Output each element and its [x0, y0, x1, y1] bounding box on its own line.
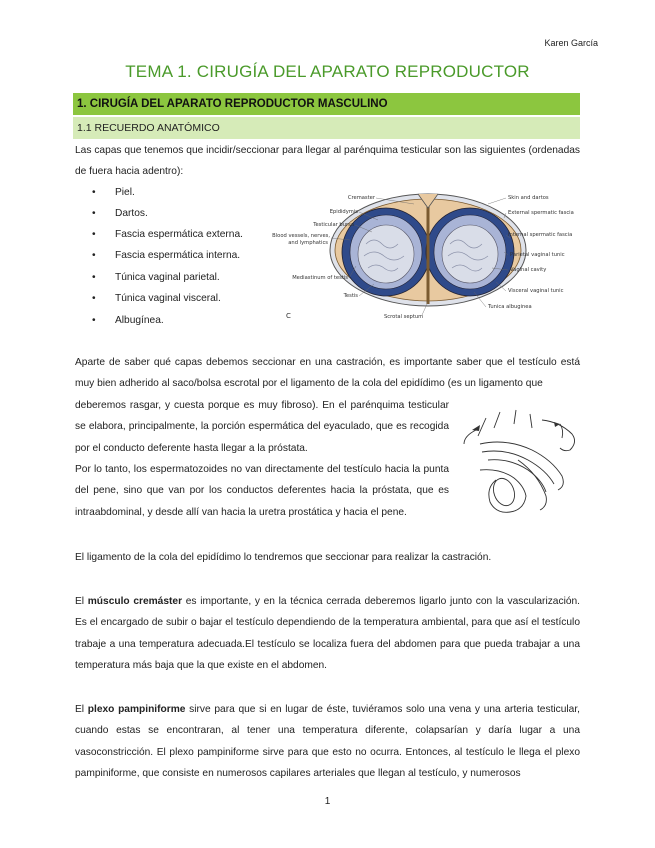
paragraph-cremaster: El músculo cremáster es importante, y en la técnica cerrada deberemos ligarlo junto con la vascularización. Es el encargado de subir o bajar el testículo dependiendo de la temperatura ambiental, para que así el testículo trabaje a una temperatura adecuada.El testículo se localiza fuera del abdomen para que pueda trabajar a una temperatura más baja que la que existe en el abdomen. — [75, 596, 580, 672]
figure-label: Testis — [343, 293, 358, 299]
figure-label: Cremaster — [347, 195, 375, 201]
intro-paragraph: Las capas que tenemos que incidir/seccionar para llegar al parénquima testicular son las siguientes (ordenadas de fuera hacia adentro): — [75, 145, 580, 178]
figure-label: Blood vessels, nerves, — [272, 233, 330, 239]
figure-label: Visceral vaginal tunic — [508, 288, 564, 294]
list-item: • Fascia espermática externa. — [92, 229, 243, 240]
figure-label: and lymphatics — [288, 240, 328, 246]
figure-label: Tunica albuginea — [488, 304, 532, 310]
paragraph-ligament: Aparte de saber qué capas debemos seccionar en una castración, es importante saber que el testículo está muy bien adherido al saco/bolsa escrotal por el ligamento de la cola del epidídimo (es un ligamento que — [75, 357, 580, 390]
list-item: • Túnica vaginal visceral. — [92, 293, 221, 304]
document-title: TEMA 1. CIRUGÍA DEL APARATO REPRODUCTOR — [125, 62, 530, 81]
paragraph-ligament-wrap: deberemos rasgar, y cuesta porque es muy fibroso). En el parénquima testicular se elabora, principalmente, la porción espermática del eyaculado, que es recogida por el conducto deferente hasta llegar a la próstata. — [75, 400, 449, 454]
figure-label: Mediastinum of testis — [292, 275, 348, 281]
figure-label: Scrotal septum — [384, 314, 424, 320]
list-item: • Piel. — [92, 187, 135, 198]
paragraph-pampiniform: El plexo pampiniforme sirve para que si en lugar de éste, tuviéramos solo una vena y una arteria testicular, cuando estas se encontraran, al tener una temperatura diferente, colapsarían y daría lugar a una vasoconstricción. El plexo pampiniforme sirve para que esto no ocurra. Entonces, al testículo le llega el plexo pampiniforme, que consiste en numerosos capilares arteriales que llegan al testículo, y numerosos — [75, 704, 581, 780]
list-item: • Albugínea. — [92, 315, 164, 326]
list-item: • Túnica vaginal parietal. — [92, 272, 220, 283]
figure-label: Vaginal cavity — [510, 267, 547, 273]
figure-label: Parietal vaginal tunic — [510, 252, 565, 258]
figure-panel-letter: C — [286, 312, 291, 320]
section-heading-1: 1. CIRUGÍA DEL APARATO REPRODUCTOR MASCULINO — [73, 93, 580, 115]
page-number: 1 — [324, 796, 331, 807]
paragraph-castration: El ligamento de la cola del epidídimo lo tendremos que seccionar para realizar la castración. — [75, 552, 492, 563]
term-pampiniform: plexo pampiniforme — [87, 704, 186, 715]
list-item: • Fascia espermática interna. — [92, 250, 241, 261]
list-item: • Dartos. — [92, 208, 148, 219]
figure-label: Internal spermatic fascia — [508, 232, 573, 238]
figure-label: External spermatic fascia — [508, 210, 574, 216]
figure-label: Epididymis — [329, 209, 358, 215]
penis-testis-figure — [458, 400, 586, 518]
section-heading-1-1: 1.1 RECUERDO ANATÓMICO — [73, 117, 580, 139]
paragraph-spermatozoa: Por lo tanto, los espermatozoides no van directamente del testículo hacia la punta del pene, sino que van por los conductos deferentes hacia la próstata, que es intraabdominal, y desde allí van hacia la uretra prostática y hacia el pene. — [75, 464, 449, 518]
figure-label: Skin and dartos — [508, 195, 549, 201]
scrotum-cross-section-figure — [272, 188, 582, 328]
author-name: Karen García — [544, 38, 598, 48]
term-cremaster: músculo cremáster — [87, 596, 183, 607]
figure-label: Testicular bursa — [313, 222, 354, 228]
